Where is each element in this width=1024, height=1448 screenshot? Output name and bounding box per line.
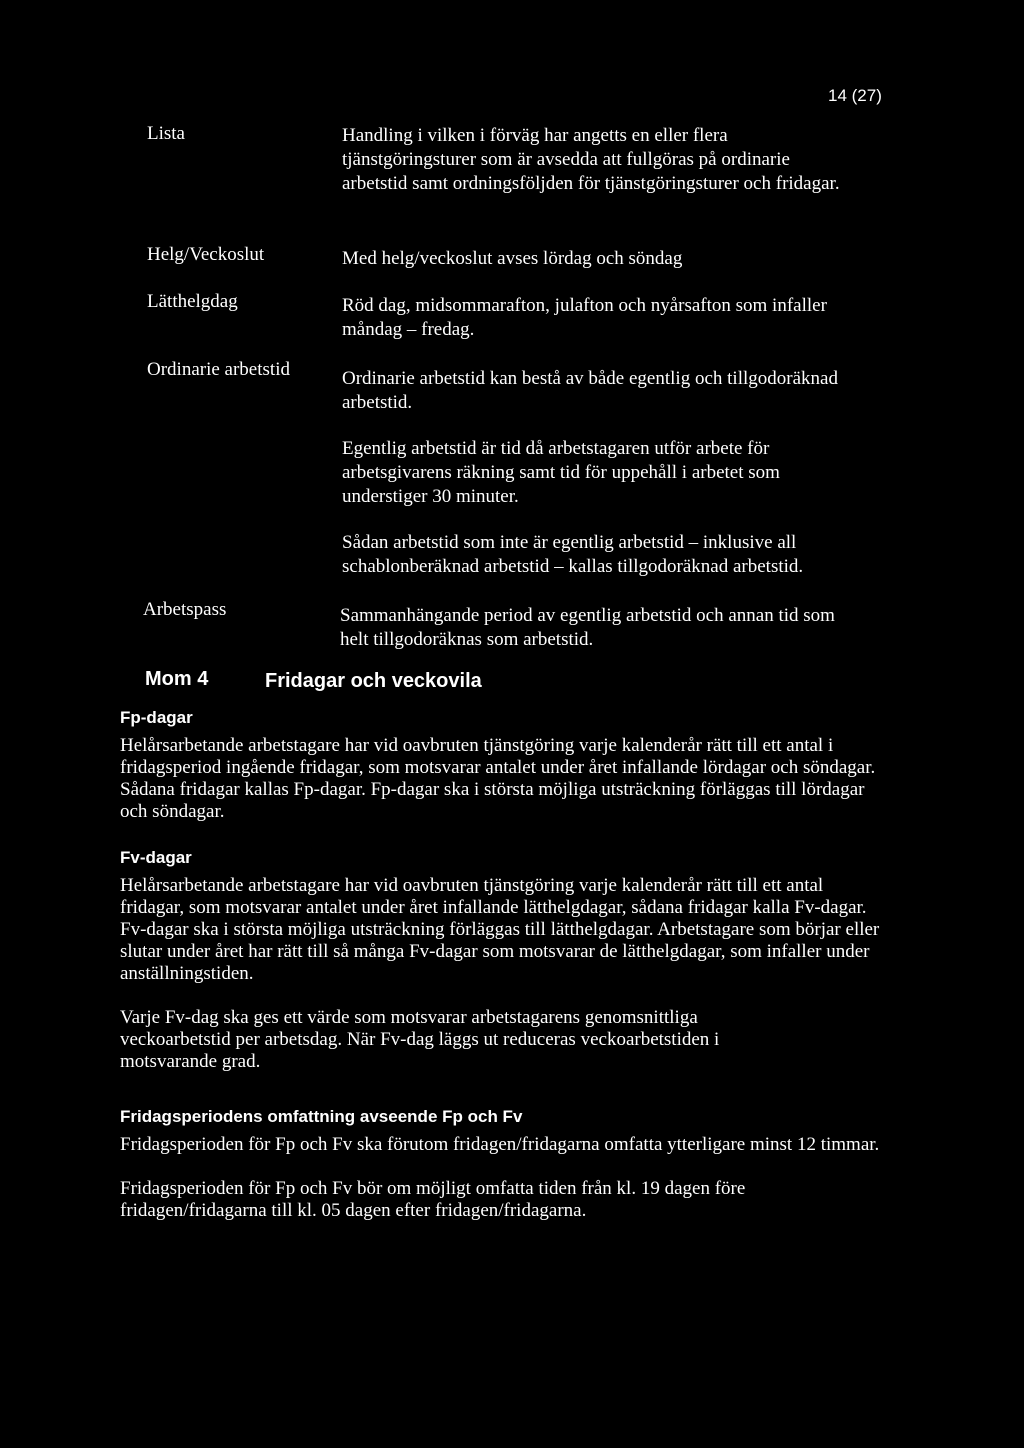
definition-text-arbetspass xyxy=(340,604,860,652)
section-fridagsperiodens-omfattning xyxy=(120,1106,880,1222)
section-heading: Fv-dagar xyxy=(120,848,192,867)
definition-paragraph: Röd dag, midsommarafton, julafton och nyårsafton som infaller måndag – fredag. xyxy=(342,295,827,340)
definition-paragraph: Sådan arbetstid som inte är egentlig arbetstid – inklusive all schablonberäknad arbetstid – kallas tillgodoräknad arbetstid. xyxy=(342,532,804,577)
definition-paragraph: Egentlig arbetstid är tid då arbetstagaren utför arbete för arbetsgivarens räkning samt tid för uppehåll i arbetet som understiger 30 minuter. xyxy=(342,438,780,507)
definition-text-ordinarie-arbetstid xyxy=(342,367,842,579)
section-fv-dagar xyxy=(120,847,880,1073)
definition-paragraph: Med helg/veckoslut avses lördag och söndag xyxy=(342,248,683,269)
definition-term-latthelgdag: Lätthelgdag xyxy=(147,291,238,312)
section-paragraph: Fridagsperioden för Fp och Fv ska förutom fridagen/fridagarna omfatta ytterligare minst 12 timmar. xyxy=(120,1134,880,1155)
definition-term-ordinarie-arbetstid: Ordinarie arbetstid xyxy=(147,359,290,380)
mom-title: Fridagar och veckovila xyxy=(265,670,482,692)
section-paragraph: Helårsarbetande arbetstagare har vid oavbruten tjänstgöring varje kalenderår rätt till ett antal i fridagsperiod ingående fridagar, som motsvarar antalet under året infallande lördagar och söndagar. Sådana fridagar kallas Fp-dagar. Fp-dagar ska i största möjliga utsträckning förläggas till lördagar och söndagar. xyxy=(120,735,876,822)
definition-text-lista xyxy=(342,124,842,196)
definition-text-helg-veckoslut xyxy=(342,247,902,271)
section-heading: Fridagsperiodens omfattning avseende Fp och Fv xyxy=(120,1107,523,1126)
page-number: 14 (27) xyxy=(828,86,882,105)
definition-term-arbetspass: Arbetspass xyxy=(143,599,227,620)
section-heading: Fp-dagar xyxy=(120,708,193,727)
section-fp-dagar xyxy=(120,707,880,823)
definition-paragraph: Sammanhängande period av egentlig arbetstid och annan tid som helt tillgodoräknas som arbetstid. xyxy=(340,605,835,650)
mom-label: Mom 4 xyxy=(145,668,209,690)
definition-term-lista: Lista xyxy=(147,123,185,144)
definition-paragraph: Ordinarie arbetstid kan bestå av både egentlig och tillgodoräknad arbetstid. xyxy=(342,368,838,413)
definition-paragraph: Handling i vilken i förväg har angetts en eller flera tjänstgöringsturer som är avsedda att fullgöras på ordinarie arbetstid samt ordningsföljden för tjänstgöringsturer och fridagar. xyxy=(342,125,840,194)
definition-text-latthelgdag xyxy=(342,294,887,342)
section-paragraph: Helårsarbetande arbetstagare har vid oavbruten tjänstgöring varje kalenderår rätt till ett antal fridagar, som motsvarar antalet under året infallande lätthelgdagar, sådana fridagar kalla Fv-dagar. Fv-dagar ska i största möjliga utsträckning förläggas till lätthelgdagar. Arbetstagare som börjar eller slutar under året har rätt till så många Fv-dagar som motsvarar de lätthelgdagar, som infaller under anställningstiden. xyxy=(120,875,880,984)
definition-term-helg-veckoslut: Helg/Veckoslut xyxy=(147,244,265,265)
section-paragraph: Fridagsperioden för Fp och Fv bör om möjligt omfatta tiden från kl. 19 dagen före fridagen/fridagarna till kl. 05 dagen efter fridagen/fridagarna. xyxy=(120,1178,746,1221)
section-paragraph: Varje Fv-dag ska ges ett värde som motsvarar arbetstagarens genomsnittliga veckoarbetstid per arbetsdag. När Fv-dag läggs ut reduceras veckoarbetstiden i motsvarande grad. xyxy=(120,1007,720,1072)
